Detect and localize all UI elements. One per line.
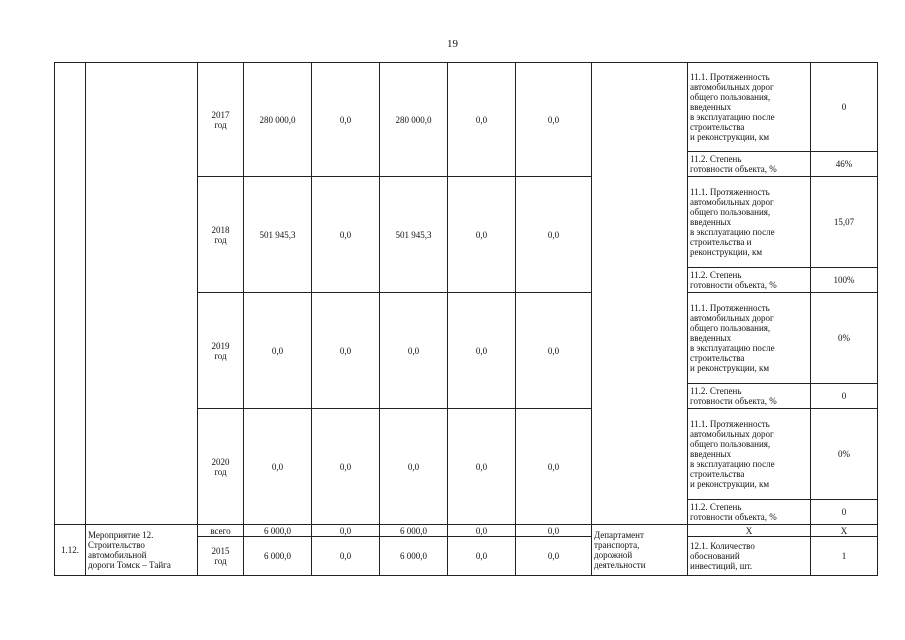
amount-cell: 0,0	[516, 177, 592, 293]
indicator-value-cell: 1	[811, 537, 878, 576]
indicator-name-cell: X	[688, 525, 811, 537]
amount-cell: 0,0	[448, 409, 516, 525]
indicator-name-cell: 11.1. Протяженность автомобильных дорог общего пользования, введенных в эксплуатацию после строительства и реконструкции, км	[688, 409, 811, 500]
measure-name-cell: Мероприятие 12. Строительство автомобильной дороги Томск – Тайга	[86, 525, 198, 576]
amount-cell: 0,0	[312, 63, 380, 177]
year-cell: 2017 год	[198, 63, 244, 177]
year-cell: всего	[198, 525, 244, 537]
indicator-value-cell: 0	[811, 384, 878, 409]
measure-name-cell	[86, 63, 198, 525]
indicator-name-cell: 11.2. Степень готовности объекта, %	[688, 384, 811, 409]
amount-cell: 0,0	[244, 409, 312, 525]
amount-cell: 501 945,3	[244, 177, 312, 293]
indicator-value-cell: 0	[811, 63, 878, 152]
indicator-name-cell: 11.1. Протяженность автомобильных дорог общего пользования, введенных в эксплуатацию после строительства и реконструкции, км	[688, 63, 811, 152]
amount-cell: 0,0	[312, 177, 380, 293]
amount-cell: 0,0	[448, 177, 516, 293]
amount-cell: 0,0	[312, 525, 380, 537]
amount-cell: 0,0	[448, 63, 516, 177]
indicator-value-cell: X	[811, 525, 878, 537]
number-cell	[55, 63, 86, 525]
amount-cell: 0,0	[448, 537, 516, 576]
amount-cell: 0,0	[380, 293, 448, 409]
amount-cell: 0,0	[516, 409, 592, 525]
page-number: 19	[447, 38, 458, 50]
amount-cell: 0,0	[516, 63, 592, 177]
amount-cell: 0,0	[516, 293, 592, 409]
executor-cell: Департамент транспорта, дорожной деятельности	[592, 525, 688, 576]
indicator-name-cell: 11.2. Степень готовности объекта, %	[688, 268, 811, 293]
indicator-name-cell: 11.2. Степень готовности объекта, %	[688, 152, 811, 177]
amount-cell: 0,0	[516, 525, 592, 537]
amount-cell: 6 000,0	[380, 537, 448, 576]
indicator-name-cell: 11.1. Протяженность автомобильных дорог общего пользования, введенных в эксплуатацию после строительства и реконструкции, км	[688, 177, 811, 268]
indicator-name-cell: 11.1. Протяженность автомобильных дорог общего пользования, введенных в эксплуатацию после строительства и реконструкции, км	[688, 293, 811, 384]
executor-cell	[592, 63, 688, 525]
indicator-value-cell: 0	[811, 500, 878, 525]
indicator-value-cell: 100%	[811, 268, 878, 293]
year-cell: 2020 год	[198, 409, 244, 525]
amount-cell: 280 000,0	[244, 63, 312, 177]
amount-cell: 280 000,0	[380, 63, 448, 177]
indicator-value-cell: 15,07	[811, 177, 878, 268]
amount-cell: 0,0	[312, 293, 380, 409]
indicator-value-cell: 0%	[811, 409, 878, 500]
amount-cell: 0,0	[312, 409, 380, 525]
year-cell: 2015 год	[198, 537, 244, 576]
amount-cell: 0,0	[448, 293, 516, 409]
amount-cell: 6 000,0	[244, 537, 312, 576]
budget-table	[54, 62, 878, 576]
number-cell: 1.12.	[55, 525, 86, 576]
amount-cell: 0,0	[312, 537, 380, 576]
indicator-name-cell: 12.1. Количество обоснований инвестиций, шт.	[688, 537, 811, 576]
amount-cell: 0,0	[244, 293, 312, 409]
amount-cell: 501 945,3	[380, 177, 448, 293]
amount-cell: 0,0	[448, 525, 516, 537]
amount-cell: 0,0	[380, 409, 448, 525]
amount-cell: 6 000,0	[380, 525, 448, 537]
indicator-value-cell: 0%	[811, 293, 878, 384]
amount-cell: 0,0	[516, 537, 592, 576]
year-cell: 2019 год	[198, 293, 244, 409]
amount-cell: 6 000,0	[244, 525, 312, 537]
year-cell: 2018 год	[198, 177, 244, 293]
indicator-name-cell: 11.2. Степень готовности объекта, %	[688, 500, 811, 525]
table-row	[55, 63, 878, 152]
table-row	[55, 525, 878, 537]
table-body	[55, 63, 878, 576]
indicator-value-cell: 46%	[811, 152, 878, 177]
